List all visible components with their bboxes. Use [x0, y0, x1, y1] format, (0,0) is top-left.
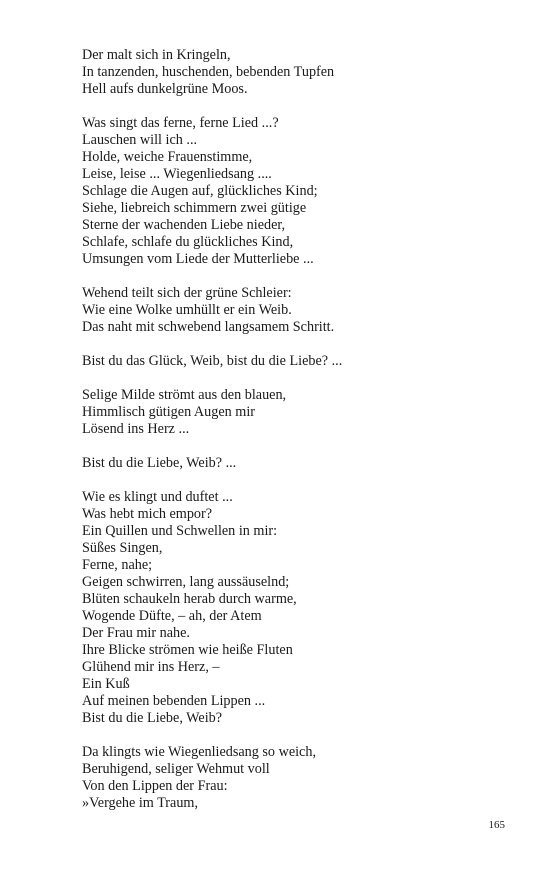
poem-line: Selige Milde strömt aus den blauen, — [82, 387, 287, 403]
poem-line: Der malt sich in Kringeln, — [82, 47, 231, 63]
poem-line: Umsungen vom Liede der Mutterliebe ... — [82, 251, 314, 267]
poem-line: Lösend ins Herz ... — [82, 421, 190, 437]
poem-line: In tanzenden, huschenden, bebenden Tupfen — [82, 64, 335, 80]
poem-line: Bist du das Glück, Weib, bist du die Liebe? ... — [82, 353, 343, 369]
poem-line: Da klingts wie Wiegenliedsang so weich, — [82, 744, 316, 760]
stanza — [82, 489, 502, 727]
poem-line: Auf meinen bebenden Lippen ... — [82, 693, 266, 709]
poem-line: Blüten schaukeln herab durch warme, — [82, 591, 297, 607]
poem-line: Beruhigend, seliger Wehmut voll — [82, 761, 270, 777]
poem-line: Das naht mit schwebend langsamem Schritt. — [82, 319, 335, 335]
stanza — [82, 455, 502, 472]
poem-line: Glühend mir ins Herz, – — [82, 659, 220, 675]
poem-line: Was singt das ferne, ferne Lied ...? — [82, 115, 279, 131]
poem-line: Wie es klingt und duftet ... — [82, 489, 233, 505]
poem-line: Wie eine Wolke umhüllt er ein Weib. — [82, 302, 292, 318]
poem-line: Ein Quillen und Schwellen in mir: — [82, 523, 278, 539]
poem-line: Leise, leise ... Wiegenliedsang .... — [82, 166, 272, 182]
poem-line: Ein Kuß — [82, 676, 130, 692]
stanza — [82, 47, 502, 98]
poem-line: Bist du die Liebe, Weib? — [82, 710, 223, 726]
poem-line: Wogende Düfte, – ah, der Atem — [82, 608, 262, 624]
stanza — [82, 285, 502, 336]
poem-line: Himmlisch gütigen Augen mir — [82, 404, 255, 420]
poem-line: Was hebt mich empor? — [82, 506, 213, 522]
poem-line: »Vergehe im Traum, — [82, 795, 198, 811]
poem-line: Bist du die Liebe, Weib? ... — [82, 455, 237, 471]
poem-line: Ferne, nahe; — [82, 557, 153, 573]
poem-line: Von den Lippen der Frau: — [82, 778, 228, 794]
poem-line: Lauschen will ich ... — [82, 132, 198, 148]
poem-line: Der Frau mir nahe. — [82, 625, 190, 641]
poem-line: Wehend teilt sich der grüne Schleier: — [82, 285, 292, 301]
stanza — [82, 744, 502, 812]
poem-line: Geigen schwirren, lang aussäuselnd; — [82, 574, 290, 590]
poem-line: Sterne der wachenden Liebe nieder, — [82, 217, 286, 233]
poem-line: Hell aufs dunkelgrüne Moos. — [82, 81, 248, 97]
stanza — [82, 115, 502, 268]
poem-line: Süßes Singen, — [82, 540, 163, 556]
poem-line: Schlage die Augen auf, glückliches Kind; — [82, 183, 318, 199]
poem-line: Holde, weiche Frauenstimme, — [82, 149, 253, 165]
poem-line: Ihre Blicke strömen wie heiße Fluten — [82, 642, 293, 658]
page-number: 165 — [488, 819, 505, 831]
stanza — [82, 353, 502, 370]
stanza — [82, 387, 502, 438]
poem-text — [82, 47, 502, 829]
poem-line: Siehe, liebreich schimmern zwei gütige — [82, 200, 307, 216]
poem-line: Schlafe, schlafe du glückliches Kind, — [82, 234, 294, 250]
